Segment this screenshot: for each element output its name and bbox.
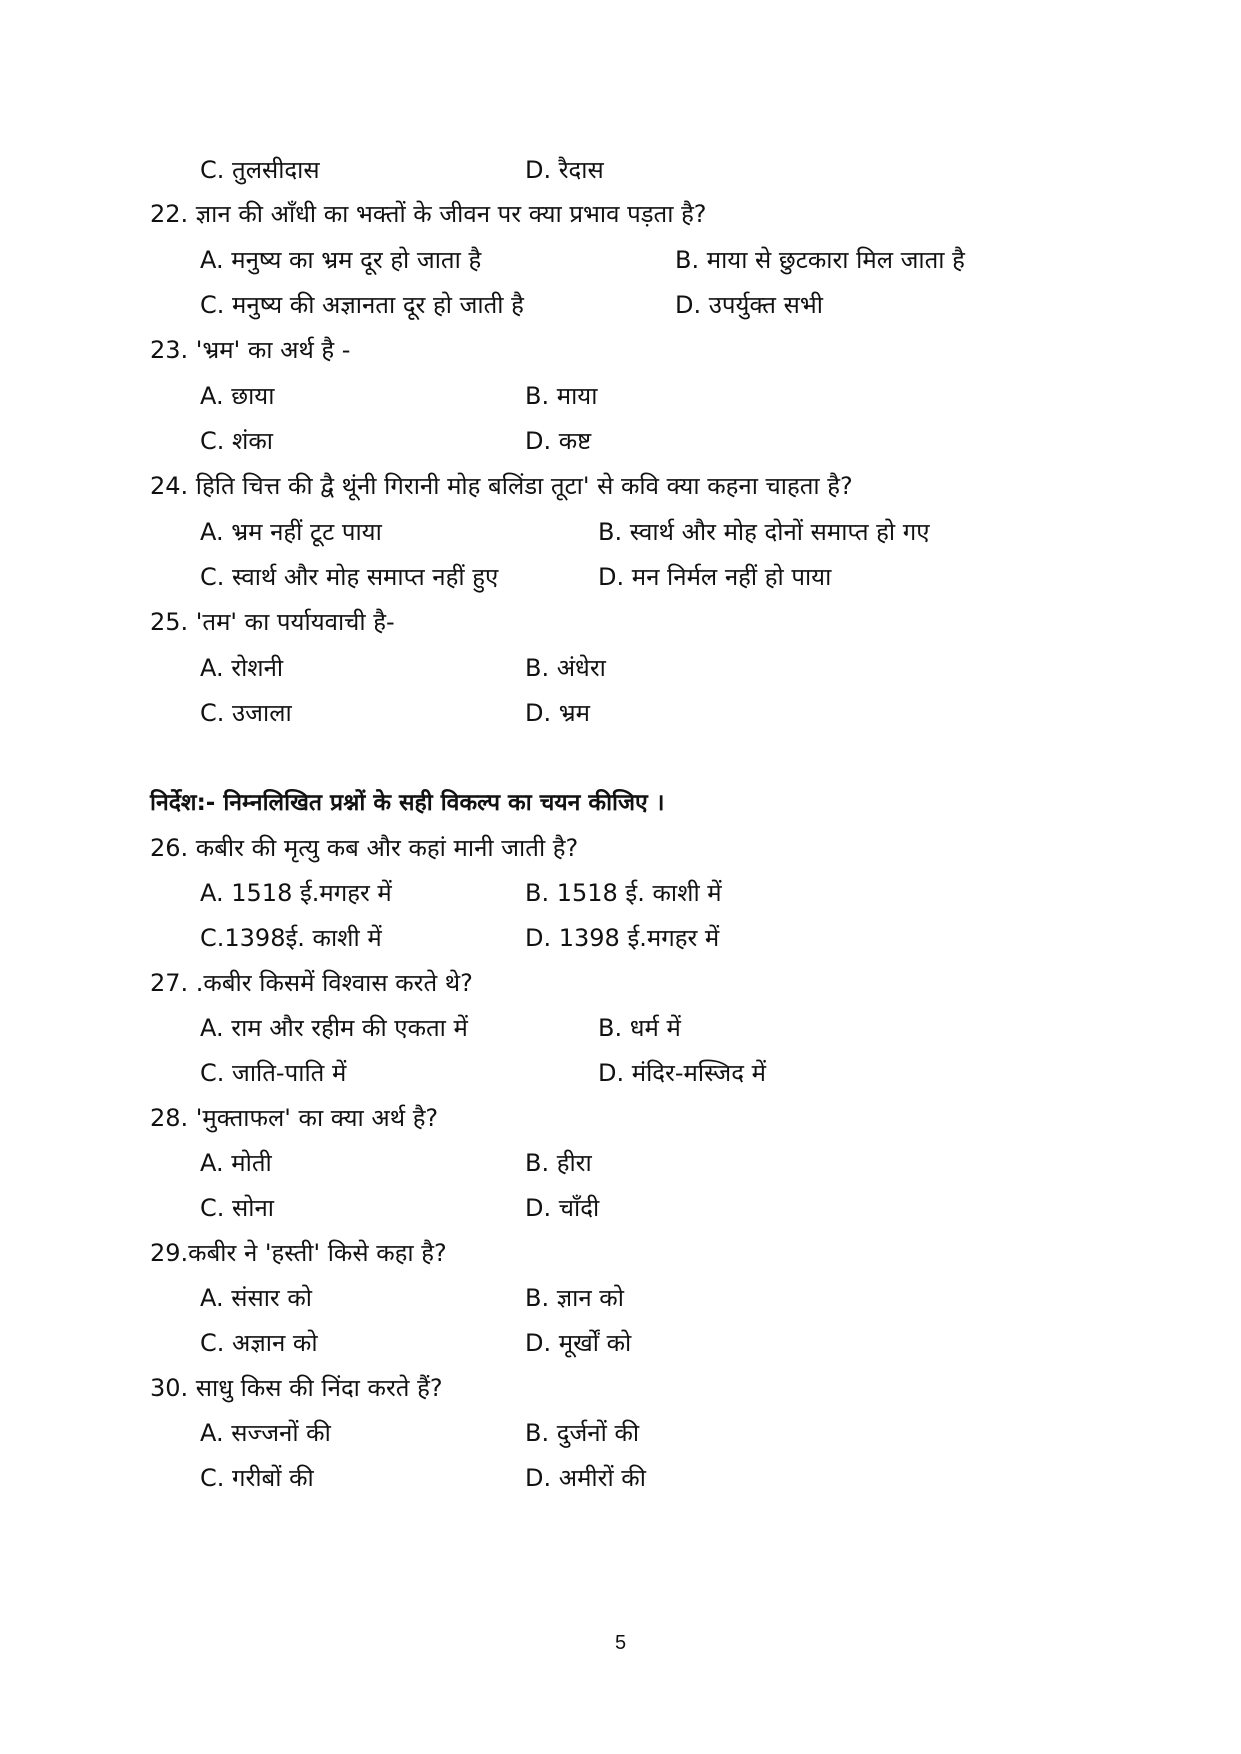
question-29: 29.कबीर ने 'हस्ती' किसे कहा है? bbox=[150, 1239, 447, 1267]
q23-option-b: B. माया bbox=[525, 382, 598, 410]
q30-option-b: B. दुर्जनों की bbox=[525, 1419, 640, 1447]
q25-option-d: D. भ्रम bbox=[525, 699, 590, 727]
question-28: 28. 'मुक्ताफल' का क्या अर्थ है? bbox=[150, 1104, 439, 1132]
q29-option-c: C. अज्ञान को bbox=[200, 1329, 318, 1357]
q24-option-c: C. स्वार्थ और मोह समाप्त नहीं हुए bbox=[200, 563, 499, 591]
q26-option-d: D. 1398 ई.मगहर में bbox=[525, 924, 720, 952]
q22-option-a: A. मनुष्य का भ्रम दूर हो जाता है bbox=[200, 246, 482, 274]
q28-option-b: B. हीरा bbox=[525, 1149, 592, 1177]
q22-option-c: C. मनुष्य की अज्ञानता दूर हो जाती है bbox=[200, 291, 524, 319]
q22-option-b: B. माया से छुटकारा मिल जाता है bbox=[675, 246, 965, 274]
q30-option-d: D. अमीरों की bbox=[525, 1464, 646, 1492]
q29-option-b: B. ज्ञान को bbox=[525, 1284, 624, 1312]
q27-option-b: B. धर्म में bbox=[598, 1014, 681, 1042]
q21-option-c: C. तुलसीदास bbox=[200, 156, 320, 184]
q23-option-c: C. शंका bbox=[200, 427, 273, 455]
section-instruction: निर्देश:- निम्नलिखित प्रश्नों के सही विकल्प का चयन कीजिए । bbox=[150, 790, 665, 816]
q29-option-d: D. मूर्खों को bbox=[525, 1329, 632, 1357]
question-27: 27. .कबीर किसमें विश्वास करते थे? bbox=[150, 969, 473, 997]
q28-option-c: C. सोना bbox=[200, 1194, 274, 1222]
q23-option-d: D. कष्ट bbox=[525, 427, 592, 455]
q25-option-b: B. अंधेरा bbox=[525, 654, 606, 682]
q22-option-d: D. उपर्युक्त सभी bbox=[675, 291, 823, 319]
page-number: 5 bbox=[614, 1632, 627, 1654]
q25-option-a: A. रोशनी bbox=[200, 654, 284, 682]
q27-option-a: A. राम और रहीम की एकता में bbox=[200, 1014, 468, 1042]
q27-option-c: C. जाति-पाति में bbox=[200, 1059, 347, 1087]
question-25: 25. 'तम' का पर्यायवाची है- bbox=[150, 608, 395, 636]
question-26: 26. कबीर की मृत्यु कब और कहां मानी जाती है? bbox=[150, 834, 579, 862]
q21-option-d: D. रैदास bbox=[525, 156, 604, 184]
question-22: 22. ज्ञान की आँधी का भक्तों के जीवन पर क्या प्रभाव पड़ता है? bbox=[150, 200, 707, 228]
q24-option-a: A. भ्रम नहीं टूट पाया bbox=[200, 518, 382, 546]
question-23: 23. 'भ्रम' का अर्थ है - bbox=[150, 336, 351, 364]
q27-option-d: D. मंदिर-मस्जिद में bbox=[598, 1059, 766, 1087]
q24-option-d: D. मन निर्मल नहीं हो पाया bbox=[598, 563, 832, 591]
q26-option-b: B. 1518 ई. काशी में bbox=[525, 879, 722, 907]
question-30: 30. साधु किस की निंदा करते हैं? bbox=[150, 1374, 443, 1402]
q29-option-a: A. संसार को bbox=[200, 1284, 313, 1312]
q23-option-a: A. छाया bbox=[200, 382, 275, 410]
q30-option-a: A. सज्जनों की bbox=[200, 1419, 331, 1447]
question-24: 24. हिति चित्त की द्वै थूंनी गिरानी मोह बलिंडा तूटा' से कवि क्या कहना चाहता है? bbox=[150, 472, 853, 500]
q26-option-a: A. 1518 ई.मगहर में bbox=[200, 879, 392, 907]
q25-option-c: C. उजाला bbox=[200, 699, 292, 727]
q30-option-c: C. गरीबों की bbox=[200, 1464, 314, 1492]
q28-option-a: A. मोती bbox=[200, 1149, 272, 1177]
q28-option-d: D. चाँदी bbox=[525, 1194, 600, 1222]
q24-option-b: B. स्वार्थ और मोह दोनों समाप्त हो गए bbox=[598, 518, 930, 546]
q26-option-c: C.1398ई. काशी में bbox=[200, 924, 382, 952]
